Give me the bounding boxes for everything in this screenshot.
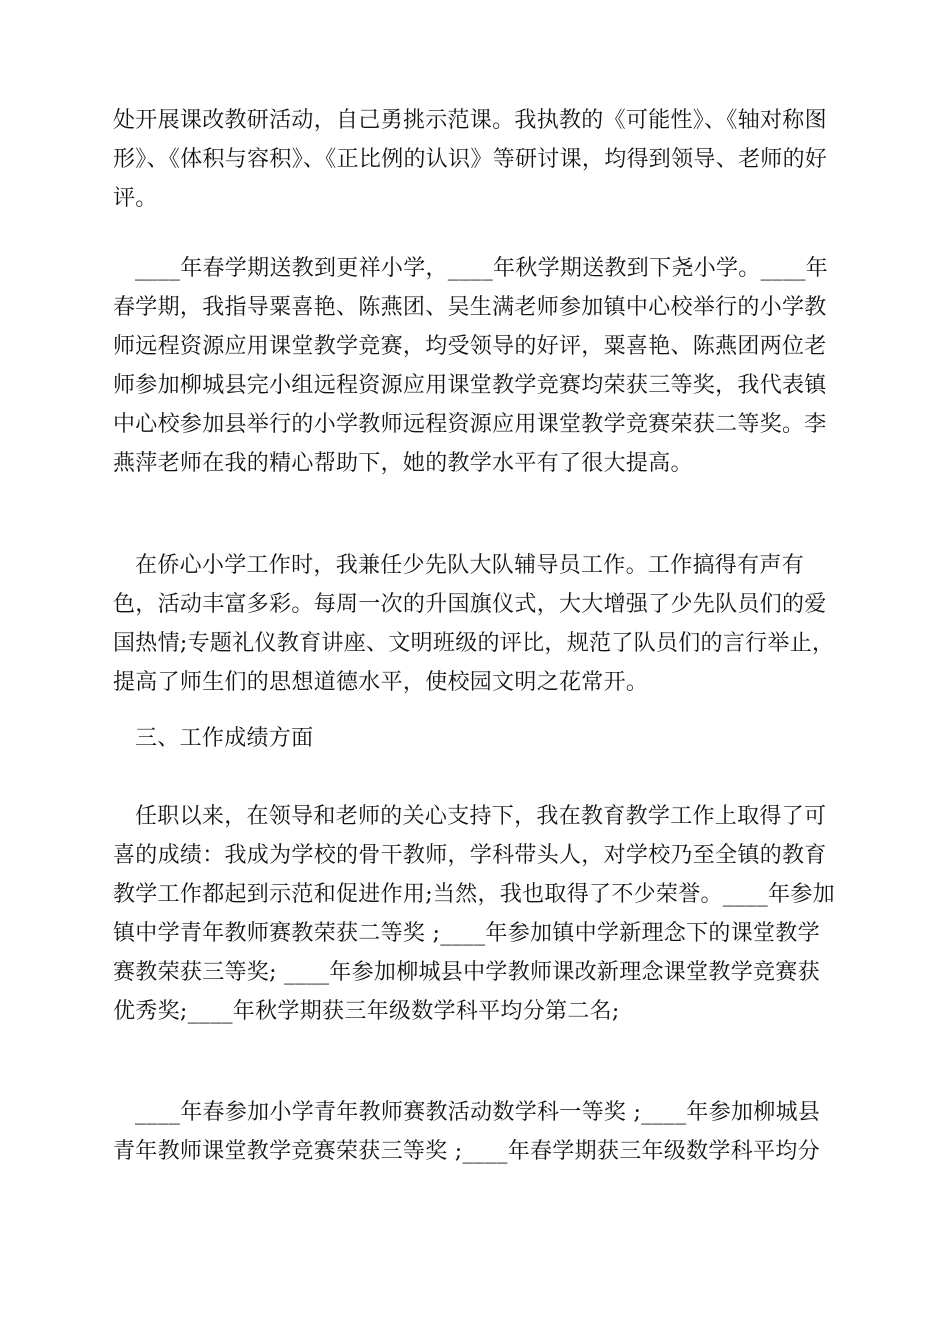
paragraph-awards-continued: ____年春参加小学青年教师赛教活动数学科一等奖 ;____年参加柳城县青年教师课堂教学竞赛荣获三等奖 ;____年春学期获三年级数学科平均分 (113, 1100, 821, 1164)
paragraph-demonstration-lessons: 处开展课改教研活动，自己勇挑示范课。我执教的《可能性》、《轴对称图形》、《体积与容积》、《正比例的认识》等研讨课，均得到领导、老师的好评。 (113, 108, 828, 211)
paragraph-young-pioneers: 在侨心小学工作时，我兼任少先队大队辅导员工作。工作搞得有声有色，活动丰富多彩。每周一次的升国旗仪式，大大增强了少先队员们的爱国热情;专题礼仪教育讲座、文明班级的评比，规范了队员们的言行举止，提高了师生们的思想道德水平，使校园文明之花常开。 (113, 553, 835, 695)
paragraph-achievements: 任职以来，在领导和老师的关心支持下，我在教育教学工作上取得了可喜的成绩：我成为学校的骨干教师，学科带头人，对学校乃至全镇的教育教学工作都起到示范和促进作用;当然，我也取得了不少荣誉。____年参加镇中学青年教师赛教荣获二等奖 ;____年参加镇中学新理念下的课堂教学赛教荣获三等奖; ____年参加柳城县中学教师课改新理念课堂教学竞赛获优秀奖;____年秋学期获三年级数学科平均分第二名; (113, 804, 835, 1024)
paragraph-teaching-outreach: ____年春学期送教到更祥小学，____年秋学期送教到下尧小学。____年春学期，我指导粟喜艳、陈燕团、吴生满老师参加镇中心校举行的小学教师远程资源应用课堂教学竞赛，均受领导的好评，粟喜艳、陈燕团两位老师参加柳城县完小组远程资源应用课堂教学竞赛均荣获三等奖，我代表镇中心校参加县举行的小学教师远程资源应用课堂教学竞赛荣获二等奖。李燕萍老师在我的精心帮助下，她的教学水平有了很大提高。 (113, 256, 829, 476)
section-heading-work-achievements: 三、工作成绩方面 (135, 726, 314, 751)
